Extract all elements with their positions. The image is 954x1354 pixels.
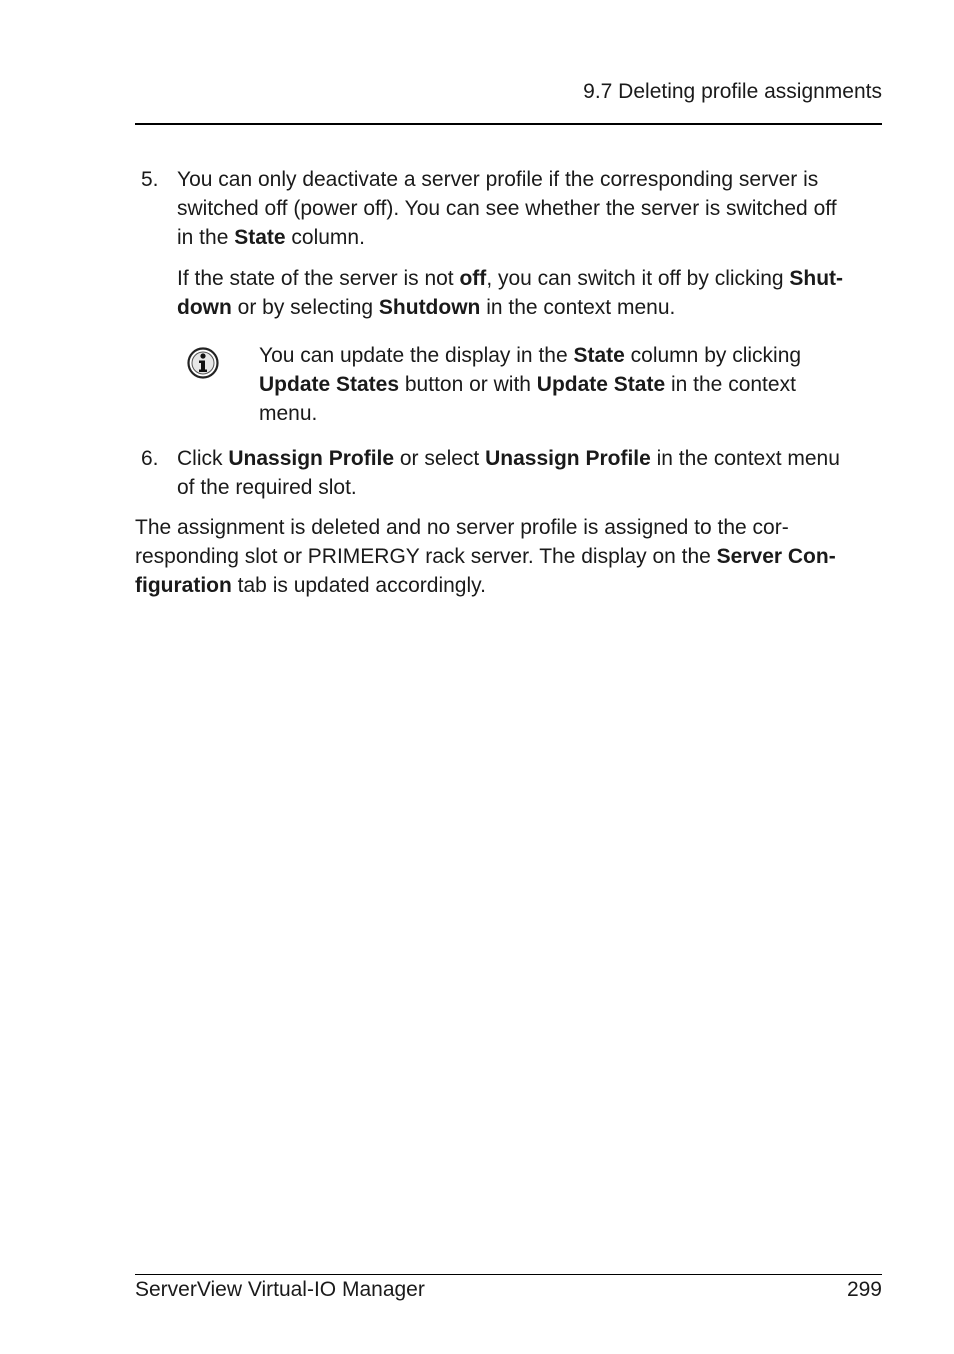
step-5-paragraph-2: If the state of the server is not off, you can switch it off by clicking Shut- down or by selecting Shutdown in the context menu.	[177, 267, 844, 319]
info-icon	[186, 346, 220, 380]
product-name: ServerView Virtual-IO Manager	[135, 1278, 425, 1301]
section-title: 9.7 Deleting profile assignments	[583, 80, 882, 103]
note-text: You can update the display in the State column by clicking Update States button or with Update State in the context menu.	[259, 344, 802, 425]
step-5-paragraph-1: You can only deactivate a server profile if the corresponding server is switched off (power off). You can see whether the server is switched off in the State column.	[177, 168, 837, 249]
conclusion-paragraph: The assignment is deleted and no server profile is assigned to the cor- responding slot or PRIMERGY rack server. The display on the Server Con- figuration tab is updated accordingly.	[135, 516, 836, 597]
step-6-paragraph: Click Unassign Profile or select Unassign Profile in the context menu of the required slot.	[177, 447, 840, 499]
step-number: 5.	[141, 168, 159, 191]
page-number: 299	[846, 1278, 882, 1301]
footer-rule	[135, 1274, 882, 1275]
step-number: 6.	[141, 447, 159, 470]
header-rule	[135, 123, 882, 125]
